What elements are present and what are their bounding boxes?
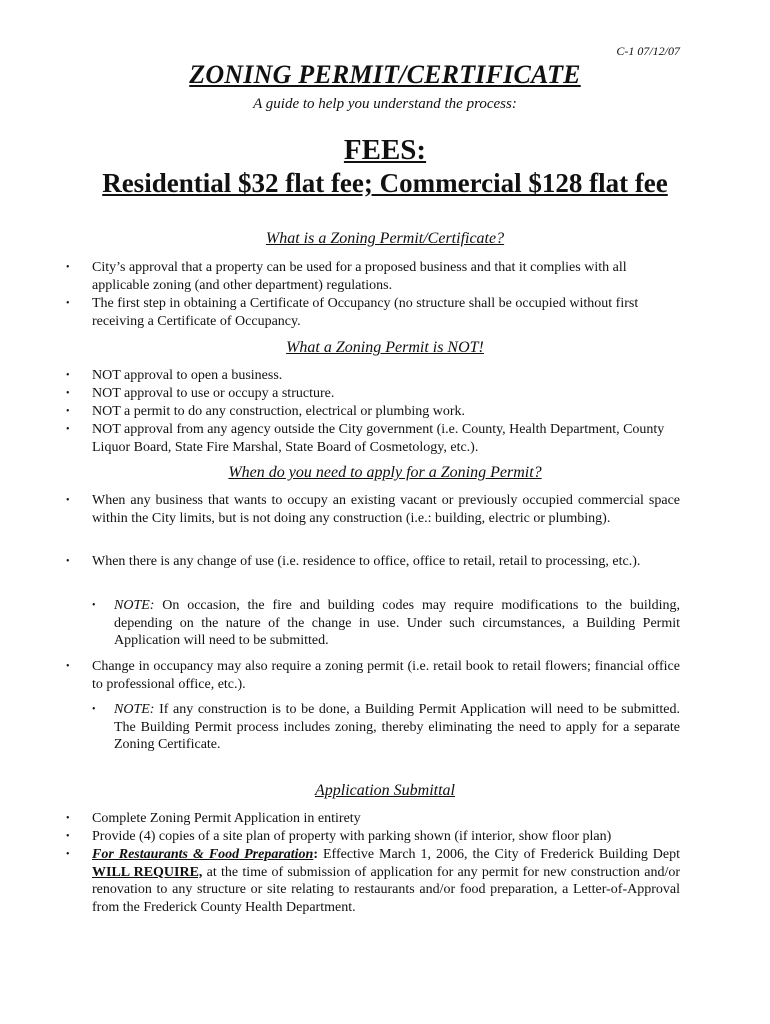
list-item-text: When there is any change of use (i.e. residence to office, office to retail, retail to processing, etc.). — [92, 554, 641, 569]
page-subtitle: A guide to help you understand the process: — [253, 96, 517, 112]
note-text: On occasion, the fire and building codes may require modifications to the building, depending on the nature of the change in use. Under such circumstances, a Building Permit Application will need to be submitted. — [114, 598, 680, 649]
bullet-icon: • — [92, 704, 96, 715]
restaurants-label: For Restaurants & Food Preparation — [92, 847, 314, 862]
bullet-icon: • — [66, 813, 70, 824]
fees-heading: FEES: — [343, 134, 427, 166]
list-item — [66, 421, 680, 456]
list-item-text: Complete Zoning Permit Application in entirety — [92, 811, 361, 826]
list-item — [66, 846, 681, 916]
bullet-icon: • — [66, 495, 70, 506]
bullet-icon: • — [66, 388, 70, 399]
section-heading-what-is: What is a Zoning Permit/Certificate? — [265, 230, 505, 247]
bullet-icon: • — [66, 849, 70, 860]
section-heading-is-not: What a Zoning Permit is NOT! — [286, 339, 484, 356]
list-item — [66, 810, 680, 828]
section-heading-submittal: Application Submittal — [315, 782, 455, 799]
list-item-text: City’s approval that a property can be used for a proposed business and that it complies with all applicable zoning (and other department) regulations. — [92, 260, 627, 293]
section-heading-when: When do you need to apply for a Zoning Permit? — [228, 464, 542, 481]
list-item-text: NOT a permit to do any construction, electrical or plumbing work. — [92, 404, 465, 419]
list-item — [66, 367, 680, 385]
list-item-text: NOT approval from any agency outside the City government (i.e. County, Health Department, County Liquor Board, State Fire Marshal, State Board of Cosmetology, etc.). — [92, 422, 665, 455]
fees-line: Residential $32 flat fee; Commercial $128 flat fee — [102, 168, 668, 198]
list-item — [66, 828, 680, 846]
form-number: C-1 07/12/07 — [616, 44, 680, 58]
note — [92, 597, 680, 650]
bullet-icon: • — [66, 831, 70, 842]
bullet-icon: • — [66, 262, 70, 273]
list-item-text: Effective March 1, 2006, the City of Frederick Building Dept — [323, 847, 681, 862]
note-label: NOTE: — [114, 702, 155, 717]
list-item — [66, 658, 680, 693]
bullet-icon: • — [92, 600, 96, 611]
list-item-text: The first step in obtaining a Certificate of Occupancy (no structure shall be occupied without first receiving a Certificate of Occupancy. — [92, 296, 639, 329]
note-text: If any construction is to be done, a Building Permit Application will need to be submitted. The Building Permit process includes zoning, thereby eliminating the need to apply for a separate Zoning Certificate. — [114, 702, 680, 753]
list-item-text: Change in occupancy may also require a zoning permit (i.e. retail book to retail flowers; financial office to professional office, etc.). — [92, 659, 680, 692]
note — [92, 701, 680, 754]
will-require-emphasis: WILL REQUIRE, — [92, 864, 203, 880]
list-item — [66, 259, 680, 294]
note-label: NOTE: — [114, 598, 155, 613]
list-item-text: NOT approval to use or occupy a structure. — [92, 386, 335, 401]
restaurants-colon: : — [313, 847, 319, 862]
list-item — [66, 403, 680, 421]
bullet-icon: • — [66, 556, 70, 567]
list-item — [66, 492, 680, 527]
list-item-text: When any business that wants to occupy an existing vacant or previously occupied commercial space within the City limits, but is not doing any construction (i.e.: building, electric or plumbing). — [92, 493, 680, 526]
bullet-icon: • — [66, 370, 70, 381]
list-item-text: at the time of submission of application for any permit for new construction and/or renovation to any structure or site relating to restaurants and/or food preparation, a Letter-of-Approval from the Frederick County Health Department. — [92, 864, 680, 915]
list-item — [66, 295, 680, 330]
bullet-icon: • — [66, 406, 70, 417]
bullet-icon: • — [66, 298, 70, 309]
page-title: ZONING PERMIT/CERTIFICATE — [189, 60, 581, 89]
list-item-text: NOT approval to open a business. — [92, 368, 283, 383]
list-item-text: Provide (4) copies of a site plan of property with parking shown (if interior, show floor plan) — [92, 829, 612, 844]
bullet-icon: • — [66, 424, 70, 435]
list-item — [66, 385, 680, 403]
list-item — [66, 553, 680, 571]
bullet-icon: • — [66, 661, 70, 672]
